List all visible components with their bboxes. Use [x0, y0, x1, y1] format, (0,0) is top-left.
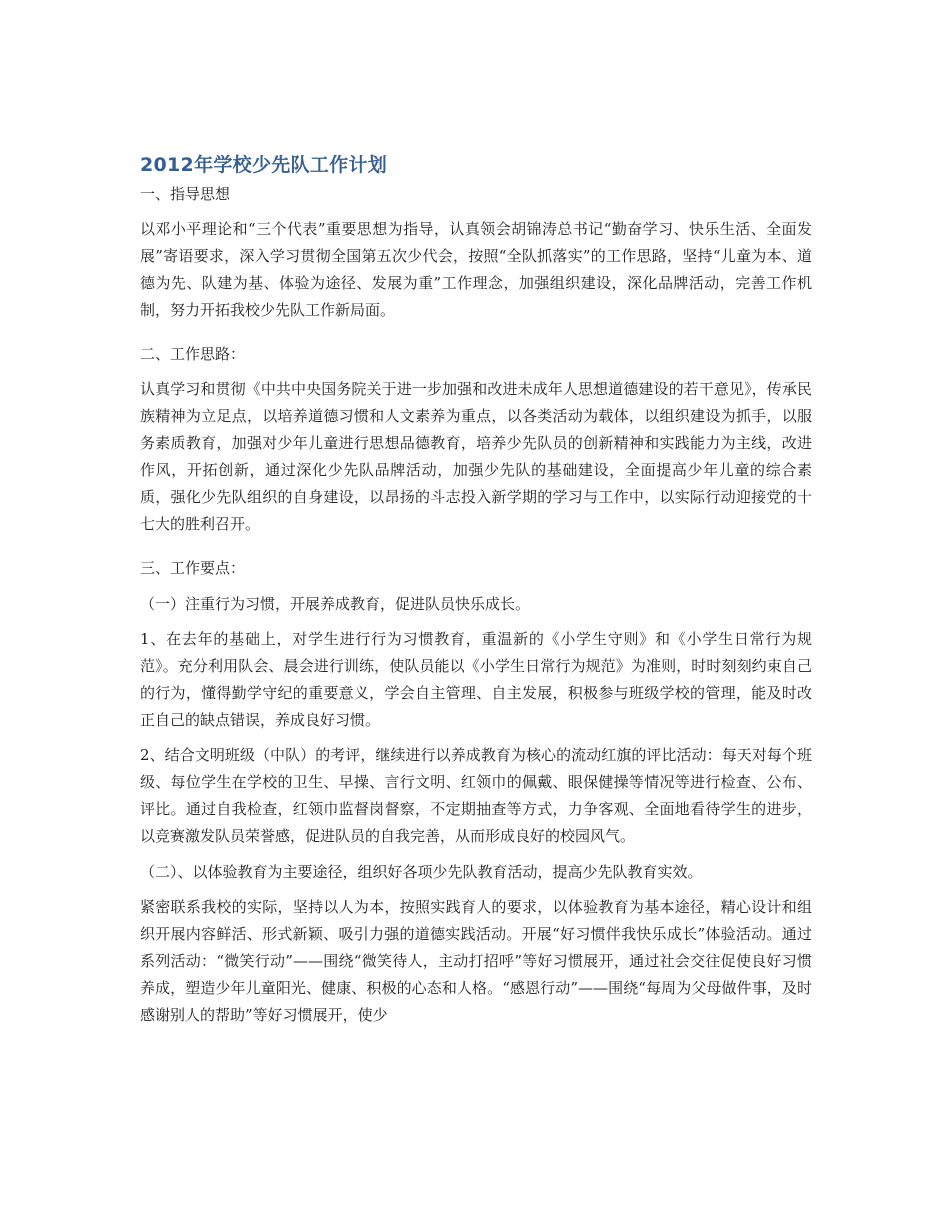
- section-heading-work-approach: 二、工作思路：: [140, 345, 246, 363]
- paragraph-item-2: 2、结合文明班级（中队）的考评，继续进行以养成教育为核心的流动红旗的评比活动：每天对每个班级、每位学生在学校的卫生、早操、言行文明、红领巾的佩戴、眼保健操等情况等进行检查、公布、评比。通过自我检查，红领巾监督岗督察，不定期抽查等方式，力争客观、全面地看待学生的进步，以竞赛激发队员荣誉感，促进队员的自我完善，从而形成良好的校园风气。: [140, 746, 812, 845]
- subheading-experience-education: （二）、以体验教育为主要途径，组织好各项少先队教育活动，提高少先队教育实效。: [140, 863, 703, 881]
- section-heading-key-points: 三、工作要点：: [140, 559, 246, 577]
- paragraph-experience-education: 紧密联系我校的实际，坚持以人为本，按照实践育人的要求，以体验教育为基本途径，精心设计和组织开展内容鲜活、形式新颖、吸引力强的道德实践活动。开展“好习惯伴我快乐成长”体验活动。通过系列活动：“微笑行动”——围绕“微笑待人，主动打招呼”等好习惯展开，通过社会交往促使良好习惯养成，塑造少年儿童阳光、健康、积极的心态和人格。“感恩行动”——围绕“每周为父母做件事，及时感谢别人的帮助”等好习惯展开，使少: [140, 898, 812, 1024]
- document-title: 2012年学校少先队工作计划: [140, 154, 388, 176]
- subheading-behavior-habits: （一）注重行为习惯，开展养成教育，促进队员快乐成长。: [140, 595, 531, 613]
- paragraph-guiding-ideology: 以邓小平理论和“三个代表”重要思想为指导，认真领会胡锦涛总书记“勤奋学习、快乐生活、全面发展”寄语要求，深入学习贯彻全国第五次少代会，按照“全队抓落实”的工作思路，坚持“儿童为本、道德为先、队建为基、体验为途径、发展为重”工作理念，加强组织建设，深化品牌活动，完善工作机制，努力开拓我校少先队工作新局面。: [140, 220, 812, 319]
- document-page: [140, 150, 812, 1029]
- section-heading-guiding-ideology: 一、指导思想: [140, 185, 231, 203]
- paragraph-work-approach: 认真学习和贯彻《中共中央国务院关于进一步加强和改进未成年人思想道德建设的若干意见》，传承民族精神为立足点，以培养道德习惯和人文素养为重点，以各类活动为载体，以组织建设为抓手，以服务素质教育，加强对少年儿童进行思想品德教育，培养少先队员的创新精神和实践能力为主线，改进作风，开拓创新，通过深化少先队品牌活动，加强少先队的基础建设，全面提高少年儿童的综合素质，强化少先队组织的自身建设，以昂扬的斗志投入新学期的学习与工作中，以实际行动迎接党的十七大的胜利召开。: [140, 380, 812, 533]
- paragraph-item-1: 1、在去年的基础上，对学生进行行为习惯教育，重温新的《小学生守则》和《小学生日常行为规范》。充分利用队会、晨会进行训练，使队员能以《小学生日常行为规范》为准则，时时刻刻约束自己的行为，懂得勤学守纪的重要意义，学会自主管理、自主发展，积极参与班级学校的管理，能及时改正自己的缺点错误，养成良好习惯。: [140, 630, 812, 729]
